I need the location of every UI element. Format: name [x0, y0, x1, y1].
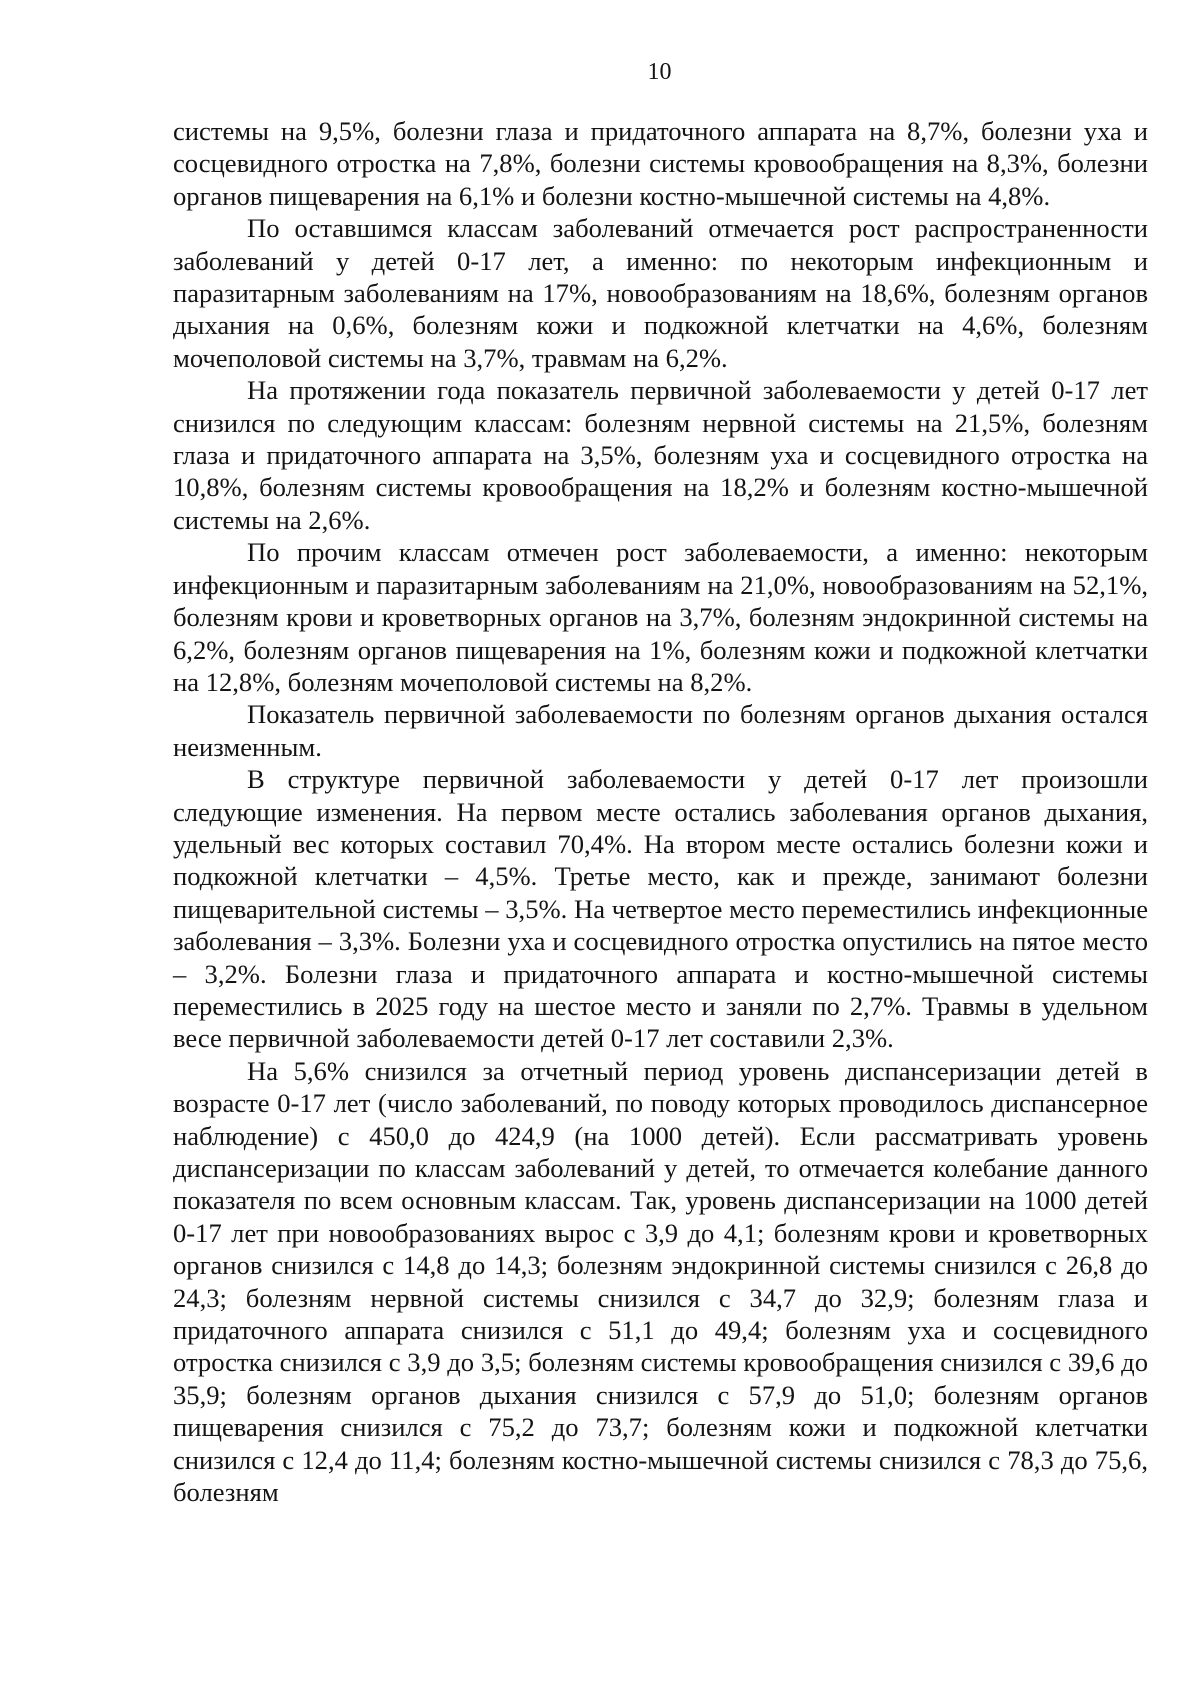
paragraph-incidence-growth: По прочим классам отмечен рост заболеваемости, а именно: некоторым инфекционным и паразитарным заболеваниям на 21,0%, новообразованиям на 52,1%, болезням крови и кроветворных органов на 3,7%, болезням эндокринной системы на 6,2%, болезням органов пищеварения на 1%, болезням кожи и подкожной клетчатки на 12,8%, болезням мочеполовой системы на 8,2%. — [173, 537, 1148, 697]
paragraph-prevalence-growth: По оставшимся классам заболеваний отмечается рост распространенности заболеваний у детей 0-17 лет, а именно: по некоторым инфекционным и паразитарным заболеваниям на 17%, новообразованиям на 18,6%, болезням органов дыхания на 0,6%, болезням кожи и подкожной клетчатки на 4,6%, болезням мочеполовой системы на 3,7%, травмам на 6,2%. — [173, 213, 1148, 373]
page-number: 10 — [647, 59, 672, 85]
paragraph-respiratory-unchanged: Показатель первичной заболеваемости по болезням органов дыхания остался неизменным. — [173, 699, 1148, 762]
document-body — [173, 115, 1148, 1508]
paragraph-continuation: системы на 9,5%, болезни глаза и придаточного аппарата на 8,7%, болезни уха и сосцевидного отростка на 7,8%, болезни системы кровообращения на 8,3%, болезни органов пищеварения на 6,1% и болезни костно-мышечной системы на 4,8%. — [173, 116, 1148, 211]
paragraph-incidence-decrease: На протяжении года показатель первичной заболеваемости у детей 0-17 лет снизился по следующим классам: болезням нервной системы на 21,5%, болезням глаза и придаточного аппарата на 3,5%, болезням уха и сосцевидного отростка на 10,8%, болезням системы кровообращения на 18,2% и болезням костно-мышечной системы на 2,6%. — [173, 375, 1148, 535]
paragraph-dispensary-level: На 5,6% снизился за отчетный период уровень диспансеризации детей в возрасте 0-17 лет (число заболеваний, по поводу которых проводилось диспансерное наблюдение) с 450,0 до 424,9 (на 1000 детей). Если рассматривать уровень диспансеризации по классам заболеваний у детей, то отмечается колебание данного показателя по всем основным классам. Так, уровень диспансеризации на 1000 детей 0-17 лет при новообразованиях вырос с 3,9 до 4,1; болезням крови и кроветворных органов снизился с 14,8 до 14,3; болезням эндокринной системы снизился с 26,8 до 24,3; болезням нервной системы снизился с 34,7 до 32,9; болезням глаза и придаточного аппарата снизился с 51,1 до 49,4; болезням уха и сосцевидного отростка снизился с 3,9 до 3,5; болезням системы кровообращения снизился с 39,6 до 35,9; болезням органов дыхания снизился с 57,9 до 51,0; болезням органов пищеварения снизился с 75,2 до 73,7; болезням кожи и подкожной клетчатки снизился с 12,4 до 11,4; болезням костно-мышечной системы снизился с 78,3 до 75,6, болезням — [173, 1055, 1148, 1508]
paragraph-incidence-structure: В структуре первичной заболеваемости у детей 0-17 лет произошли следующие изменения. На первом месте остались заболевания органов дыхания, удельный вес которых составил 70,4%. На втором месте остались болезни кожи и подкожной клетчатки – 4,5%. Третье место, как и прежде, занимают болезни пищеварительной системы – 3,5%. На четвертое место переместились инфекционные заболевания – 3,3%. Болезни уха и сосцевидного отростка опустились на пятое место – 3,2%. Болезни глаза и придаточного аппарата и костно-мышечной системы переместились в 2025 году на шестое место и заняли по 2,7%. Травмы в удельном весе первичной заболеваемости детей 0-17 лет составили 2,3%. — [173, 764, 1148, 1054]
